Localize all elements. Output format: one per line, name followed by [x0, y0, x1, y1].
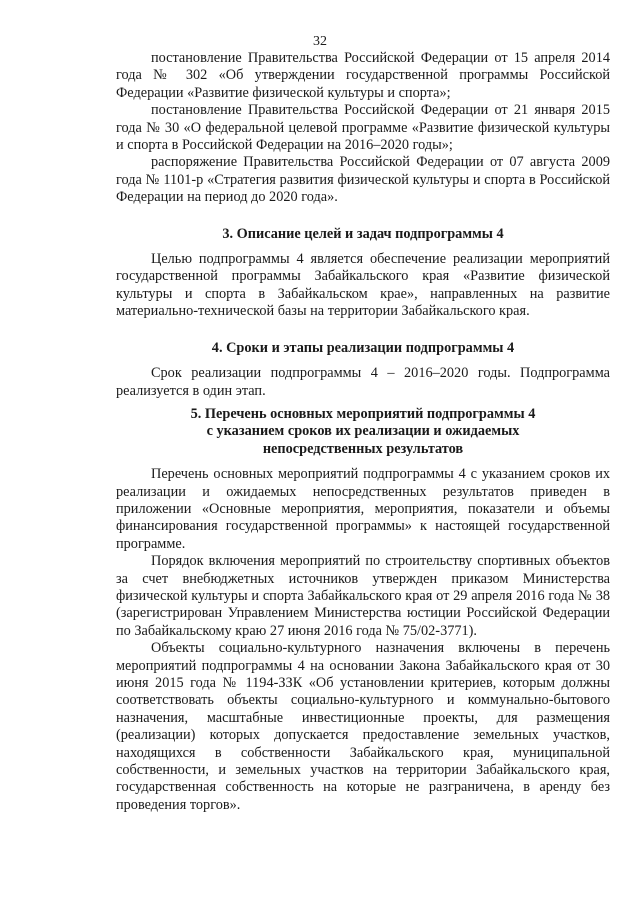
section-3-paragraph: Целью подпрограммы 4 является обеспечение реализации мероприятий государственной программы Забайкальского края «Развитие физической культуры и спорта в Забайкальском крае», направленных на развитие материально-технической базы на территории Забайкальского края.	[116, 251, 610, 320]
section-5-paragraph-3: Объекты социально-культурного назначения включены в перечень мероприятий подпрограммы 4 на основании Закона Забайкальского края от 30 июня 2015 года № 1194-ЗЗК «Об установлении критериев, которым должны соответствовать объекты социально-культурного и коммунально-бытового назначения, масштабные инвестиционные проекты, для размещения (реализации) которых допускается предоставление земельных участков, находящихся в собственности Забайкальского края, муниципальной собственности, и земельных участков на территории Забайкальского края, государственная собственность на которые не разграничена, в аренду без проведения торгов».	[116, 640, 610, 813]
section-5-paragraph-2: Порядок включения мероприятий по строительству спортивных объектов за счет внебюджетных источников утвержден приказом Министерства физической культуры и спорта Забайкальского края от 29 апреля 2016 года № 38 (зарегистрирован Управлением Министерства юстиции Российской Федерации по Забайкальскому краю 27 июня 2016 года № 75/02-3771).	[116, 553, 610, 639]
intro-paragraph-1: постановление Правительства Российской Федерации от 15 апреля 2014 года № 302 «Об утверждении государственной программы Российской Федерации «Развитие физической культуры и спорта»;	[116, 50, 610, 101]
document-body	[116, 50, 610, 814]
section-5-heading-line-3: непосредственных результатов	[262, 440, 464, 457]
intro-paragraph-3: распоряжение Правительства Российской Федерации от 07 августа 2009 года № 1101-р «Стратегия развития физической культуры и спорта в Российской Федерации на период до 2020 года».	[116, 154, 610, 206]
intro-paragraph-2: постановление Правительства Российской Федерации от 21 января 2015 года № 30 «О федеральной целевой программе «Развитие физической культуры и спорта в Российской Федерации на 2016–2020 годы»;	[116, 102, 610, 154]
section-5-heading	[116, 406, 610, 458]
section-4-paragraph: Срок реализации подпрограммы 4 – 2016–2020 годы. Подпрограмма реализуется в один этап.	[116, 365, 610, 399]
section-5-paragraph-1: Перечень основных мероприятий подпрограммы 4 с указанием сроков их реализации и ожидаемых непосредственных результатов приведен в приложении «Основные мероприятия, мероприятия, показатели и объемы финансирования государственной программы» к настоящей государственной программе.	[116, 466, 610, 552]
section-5-heading-line-2: с указанием сроков их реализации и ожидаемых	[206, 423, 520, 440]
section-4-heading: 4. Сроки и этапы реализации подпрограммы 4	[211, 339, 515, 356]
section-3-heading: 3. Описание целей и задач подпрограммы 4	[222, 225, 504, 242]
page-number: 32	[313, 34, 327, 49]
section-5-heading-line-1: 5. Перечень основных мероприятий подпрограммы 4	[190, 405, 536, 422]
